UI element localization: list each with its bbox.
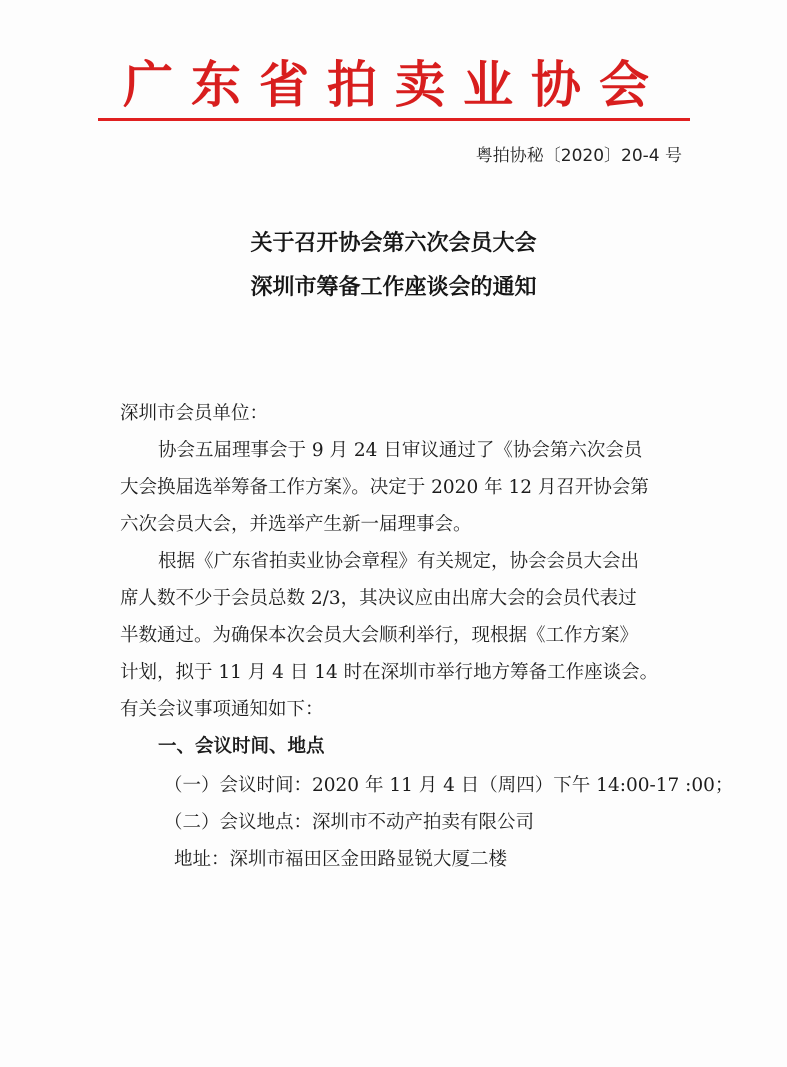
paragraph-2-line: 有关会议事项通知如下：: [120, 699, 324, 720]
organization-masthead: 广东省拍卖业协会: [123, 55, 667, 114]
paragraph-1: [120, 432, 700, 543]
notice-title-line-1: 关于召开协会第六次会员大会: [250, 231, 537, 256]
paragraph-2-line: 根据《广东省拍卖业协会章程》有关规定，协会会员大会出: [158, 551, 640, 572]
paragraph-1-line: 六次会员大会，并选举产生新一届理事会。: [120, 514, 472, 535]
red-divider-line: [98, 118, 690, 121]
section-1-heading: 一、会议时间、地点: [158, 736, 325, 757]
notice-title-line-2: 深圳市筹备工作座谈会的通知: [250, 275, 537, 300]
paragraph-1-line: 大会换届选举筹备工作方案》。决定于 2020 年 12 月召开协会第: [120, 477, 649, 498]
salutation: 深圳市会员单位：: [120, 403, 269, 424]
meeting-time-item: （一）会议时间：2020 年 11 月 4 日（周四）下午 14:00-17 :00；: [164, 775, 734, 796]
notice-body: [120, 395, 734, 878]
paragraph-2-line: 席人数不少于会员总数 2/3，其决议应由出席大会的会员代表过: [120, 588, 637, 609]
paragraph-2: [120, 543, 700, 728]
paragraph-1-line: 协会五届理事会于 9 月 24 日审议通过了《协会第六次会员: [158, 440, 643, 461]
paragraph-2-line: 计划，拟于 11 月 4 日 14 时在深圳市举行地方筹备工作座谈会。: [120, 662, 659, 683]
meeting-address: 地址：深圳市福田区金田路显锐大厦二楼: [174, 849, 508, 870]
document-number: 粤拍协秘〔2020〕20-4 号: [475, 146, 682, 166]
meeting-location-item: （二）会议地点：深圳市不动产拍卖有限公司: [164, 812, 535, 833]
paragraph-2-line: 半数通过。为确保本次会员大会顺利举行，现根据《工作方案》: [120, 625, 639, 646]
notice-title: [0, 222, 787, 310]
